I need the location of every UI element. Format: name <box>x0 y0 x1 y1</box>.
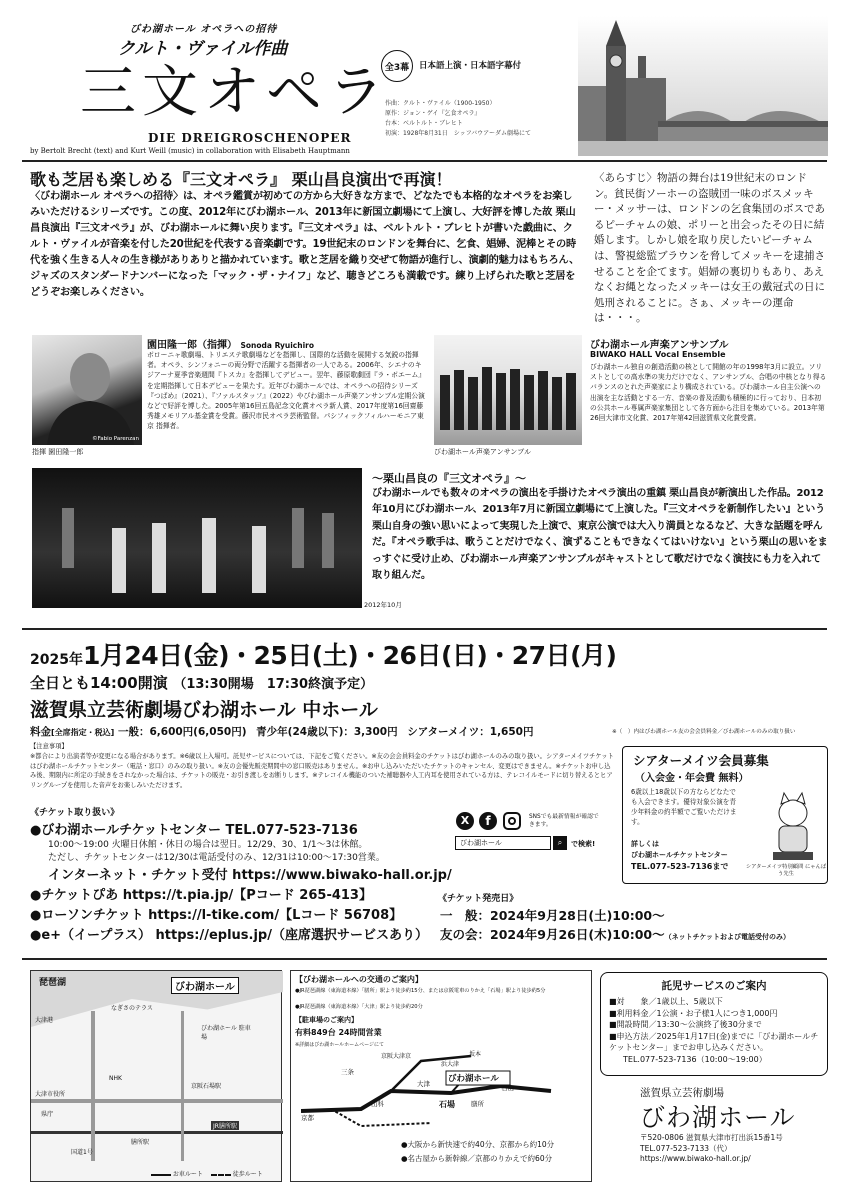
synopsis-label: 〈あらすじ〉 <box>594 172 657 184</box>
credit-line: 原作：ジョン・ゲイ『乞食オペラ』 <box>385 110 481 117</box>
director-heading: ～栗山昌良の『三文オペラ』～ <box>372 472 526 485</box>
search-input-value: びわ湖ホール <box>460 839 502 847</box>
london-skyline-illustration <box>578 16 828 156</box>
map-legend-car: お車ルート <box>172 1171 203 1178</box>
ticket-hours2: ただし、チケットセンターは12/30は電話受付のみ、12/31は10:00～17:30営業。 <box>48 853 385 863</box>
mates-center: びわ湖ホールチケットセンター <box>631 851 728 859</box>
map-legend-walk: 徒歩ルート <box>232 1171 263 1178</box>
conductor-name <box>147 336 314 351</box>
rail-label: 浜大津 <box>441 1061 460 1068</box>
conductor-name-ja: 園田隆一郎（指揮） <box>147 340 237 351</box>
stage-photo <box>32 468 362 608</box>
mascot-caption: シアターメイツ特別顧問 にゃんぱう先生 <box>745 864 827 877</box>
ensemble-photo <box>434 335 582 445</box>
access-info <box>290 970 592 1182</box>
mates-tel: TEL.077-523-7136まで <box>631 862 729 871</box>
price-youth: 青少年(24歳以下)：3,300円 <box>256 726 398 738</box>
stage-photo-caption: 2012年10月 <box>364 601 402 609</box>
notes <box>30 742 615 791</box>
ticket-hours: 10:00～19:00 火曜日休館・休日の場合は翌日。12/29、30、1/1～3は休館。 <box>48 840 368 850</box>
composer: クルト・ヴァイル作曲 <box>118 39 288 59</box>
ensemble-name-en: BIWAKO HALL Vocal Ensemble <box>590 350 726 359</box>
ticket-center: ●びわ湖ホールチケットセンター TEL.077-523-7136 <box>30 823 358 838</box>
footer-url[interactable]: https://www.biwako-hall.or.jp/ <box>640 1154 751 1164</box>
map-label: 京阪石場駅 <box>191 1083 222 1090</box>
map-label: 国道1号 <box>71 1149 93 1156</box>
theater-mates-box <box>622 746 828 884</box>
ticket-lawson[interactable]: ●ローソンチケット https://l-tike.com/【Lコード 56708】 <box>30 908 403 923</box>
rail-label: 京阪大津京 <box>381 1053 412 1060</box>
schedule-dates <box>30 636 616 672</box>
price-label-sub: [全席指定・税込] <box>51 728 115 737</box>
rail-label: 石場 <box>439 1100 455 1109</box>
sns-note: SNSでも最新情報が確認できます。 <box>529 814 599 828</box>
map-label: JR膳所駅 <box>213 1123 237 1130</box>
schedule-year: 2025年 <box>30 652 83 668</box>
notes-label: 【注意事項】 <box>30 743 68 750</box>
map-label: 県庁 <box>41 1111 54 1118</box>
search-input[interactable] <box>455 836 551 850</box>
map-label: 大津港 <box>35 1017 54 1024</box>
parking-info: 有料849台 24時間営業 <box>295 1028 382 1037</box>
childcare-item: ■申込方法／2025年1月17日(金)までに「びわ湖ホールチケットセンター」までお申し込みください。 <box>609 1031 819 1052</box>
parking-note: ※詳細はびわ湖ホールホームページにて <box>295 1042 384 1048</box>
childcare-item: ■開設時間／13:30～公演終了後30分まで <box>609 1020 762 1029</box>
rail-label: 山科 <box>371 1100 384 1108</box>
ensemble-name: びわ湖ホール声楽アンサンブル <box>590 340 729 351</box>
ticket-web[interactable]: インターネット・チケット受付 https://www.biwako-hall.or.jp/ <box>48 868 452 883</box>
mates-title: シアターメイツ会員募集 <box>633 753 769 768</box>
photo-credit: ©Fabio Parenzan <box>92 435 139 442</box>
credit-line: 台本：ベルトルト・ブレヒト <box>385 120 463 127</box>
sns-box <box>453 810 601 854</box>
sale-members-date: 友の会：2024年9月26日(木)10:00～ <box>440 927 665 942</box>
rail-label: 坂本 <box>469 1051 482 1058</box>
x-icon[interactable]: X <box>456 812 474 830</box>
price-label: 料金 <box>30 726 51 738</box>
conductor-photo <box>32 335 142 445</box>
mascot-cat-icon <box>765 789 821 863</box>
acts-badge-label: 全3幕 <box>384 62 410 73</box>
map-label: なぎさのテラス <box>111 1005 153 1012</box>
rail-label: 京都 <box>301 1114 314 1122</box>
conductor-name-en: Sonoda Ryuichiro <box>240 341 315 350</box>
conductor-caption: 指揮 園田隆一郎 <box>32 448 84 456</box>
price-line <box>30 724 533 739</box>
ensemble-caption: びわ湖ホール声楽アンサンブル <box>434 448 531 456</box>
footer-address <box>640 1133 783 1165</box>
schedule-time <box>30 672 373 693</box>
childcare-title: 託児サービスのご案内 <box>661 980 767 992</box>
page-title: 三文オペラ <box>80 60 390 125</box>
map-label: びわ湖ホール 駐車場 <box>201 1025 251 1041</box>
sale-label: 《チケット発売日》 <box>438 894 519 904</box>
price-note: ※（ ）内はびわ湖ホール友の会会員料金／びわ湖ホールのみの取り扱い <box>612 729 796 735</box>
ensemble-silhouettes <box>434 335 582 445</box>
ticket-pia[interactable]: ●チケットぴあ https://t.pia.jp/【Pコード 265-413】 <box>30 888 372 903</box>
access-jr1: ●JR琵琶湖線（東海道本線）「膳所」駅より徒歩約15分、または京阪電車のりかえ「石場」駅より徒歩約5分 <box>295 988 546 994</box>
rail-label: 大津 <box>417 1080 430 1088</box>
price-mates: シアターメイツ：1,650円 <box>407 726 534 738</box>
mates-detail-label: 詳しくは <box>631 840 659 848</box>
footer-address-line: 〒520-0806 滋賀県大津市打出浜15番1号 <box>640 1133 783 1142</box>
conductor-bio: ボローニャ歌劇場、トリエステ歌劇場などを指揮し、国際的な活動を展開する気鋭の指揮者。オペラ、シンフォニーの両分野で活躍する指揮者の一人である。2006年、シエナのキジアーナ夏季音楽週間『トスカ』を指揮してデビュー。翌年、藤原歌劇団『ラ・ボエーム』を定期指揮して日本デビューを果たす。近年びわ湖ホールでは、オペラへの招待シリーズ『つばめ』（2021）、『ファルスタッフ』（2022）やびわ湖ホール声楽アンサンブル定期公演などで好評を博した。2005年第16回五島記念文化賞オペラ新人賞、2017年度第16回齋藤秀雄メモリアル基金賞を受賞。藤沢市民オペラ芸術監督。パシフィックフィルハーモニア東京 指揮者。 <box>147 351 425 431</box>
venue: 滋賀県立芸術劇場びわ湖ホール 中ホール <box>30 699 378 721</box>
search-icon[interactable]: ⌕ <box>553 836 567 850</box>
schedule-time-sub: （13:30開場 17:30終演予定） <box>173 677 374 692</box>
footer-org: 滋賀県立芸術劇場 <box>640 1087 724 1099</box>
tickets-label: 《チケット取り扱い》 <box>30 808 120 818</box>
credit-line: 作曲：クルト・ヴァイル（1900-1950） <box>385 100 496 107</box>
intro-body: 〈びわ湖ホール オペラへの招待〉は、オペラ鑑賞が初めての方から大好きな方まで、どなたでも本格的なオペラをお楽しみいただけるシリーズです。この度、2012年にびわ湖ホール、2013年に新国立劇場にて上演し、大好評を博した故 栗山昌良演出『三文オペラ』が、びわ湖ホールに舞い戻ります。『三文オペラ』は、ベルトルト・ブレヒトが書いた戯曲に、クルト・ヴァイルが音楽を付した20世紀を代表する音楽劇です。19世紀末のロンドンを舞台に、乞食、娼婦、泥棒とその時代を強く生きる人々の生き様がありありと描かれています。歌と芝居を織り交ぜて物語が進行し、演劇的魅力はもちろん、ジャズのスタンダードナンバーになった「マック・ザ・ナイフ」など、聴きどころも満載です。練り上げられた歌と芝居をどうぞお楽しみください。 <box>30 191 580 298</box>
notes-body: ※都合により出演者等が変更になる場合があります。※6歳以上入場可。託児サービスについては、下記をご覧ください。※友の会会員料金のチケットはびわ湖ホールのみの取り扱い。シアターメイツチケットはびわ湖ホールチケットセンター（電話・窓口）のみの取り扱い。※友の会優先販売期間中の窓口販売はありません。※お申し込みいただいたチケットのキャンセル、変更はできません。※チケットお申し込み後、期限内に所定の手続きをされなかった場合は、チケットの販売・お引き渡しをお断りします。※テレコイル機能のついた補聴器や人工内耳を使用されている方は、テレコイルモードに切り替えるとヒアリングループを使用した音声をお楽しみいただけます。 <box>30 752 614 790</box>
map-label: NHK <box>109 1075 122 1082</box>
price-general: 一般：6,600円(6,050円) <box>117 726 247 738</box>
rail-label: 石山 <box>501 1084 514 1092</box>
conductor-silhouette <box>32 335 142 445</box>
ticket-eplus[interactable]: ●e+（イープラス） https://eplus.jp/（座席選択サービスあり） <box>30 928 428 943</box>
mates-body: 6歳以上18歳以下の方ならどなたでも入会できます。優待対象公演を青少年料金の約半額でご覧いただけます。 <box>631 788 737 826</box>
schedule-time-main: 全日とも14:00開演 <box>30 674 168 692</box>
title-de: DIE DREIGROSCHENOPER <box>148 131 352 145</box>
rail-label-hall: びわ湖ホール <box>448 1074 499 1084</box>
sale-general: 一 般：2024年9月28日(土)10:00～ <box>440 908 665 923</box>
footer-logo: びわ湖ホール <box>640 1103 796 1132</box>
map-lake-label: 琵琶湖 <box>39 978 67 988</box>
synopsis <box>594 171 827 327</box>
facebook-icon[interactable]: f <box>479 812 497 830</box>
ensemble-bio: びわ湖ホール独自の創造活動の核として開館の年の1998年3月に設立。ソリストとしての高水準の実力だけでなく、アンサンブル、合唱の中核となり得るバランスのとれた声楽家により構成されている。びわ湖ホール自主公演への出演を主な活動とする一方、音楽の普及活動も積極的に行っており、日本初の公共ホール専属声楽家集団として各方面から注目を集めている。2013年第26回大津市文化賞、2017年第42回滋賀県文化賞受賞。 <box>590 363 827 423</box>
sale-members-note: （ネットチケットおよび電話受付のみ） <box>664 933 790 941</box>
synopsis-body: 物語の舞台は19世紀末のロンドン。貧民街ソーホーの盗賊団一味のボスメッキー・メッサーは、ロンドンの乞食集団のボスであるピーチャムの娘、ポリーと出会ったその日に結婚します。しかし娘を取り戻したいピーチャムは、警視総監ブラウンを脅してメッキーを逮捕させることを企てます。娼婦の裏切りもあり、あえなくお縄となったメッキーは女王の戴冠式の日に処刑されることに。さぁ、メッキーの運命は・・・。 <box>594 172 825 325</box>
map-label: 膳所駅 <box>131 1139 150 1146</box>
intro-headline: 歌も芝居も楽しめる『三文オペラ』 栗山昌良演出で再演！ <box>30 170 452 189</box>
sale-members <box>440 924 790 943</box>
route-osaka: ●大阪から新快速で約40分、京都から約10分 <box>401 1140 555 1149</box>
rail-label: 膳所 <box>471 1100 484 1108</box>
area-map <box>30 970 282 1182</box>
search-button-label: で検索! <box>571 840 596 848</box>
byline: by Bertolt Brecht (text) and Kurt Weill (music) in collaboration with Elisabeth Hauptmann <box>30 147 350 155</box>
parking-label: 【駐車場のご案内】 <box>295 1016 358 1024</box>
credits <box>385 99 531 139</box>
access-title: 【びわ湖ホールへの交通のご案内】 <box>295 975 423 984</box>
mates-sub: （入会金・年会費 無料） <box>635 773 749 784</box>
schedule-days: 1月24日(金)・25日(土)・26日(日)・27日(月) <box>82 641 617 670</box>
childcare-item: ■対 象／1歳以上、5歳以下 <box>609 997 723 1006</box>
presenter: びわ湖ホール オペラへの招待 <box>130 24 278 35</box>
childcare-tel: TEL.077-523-7136（10:00～19:00） <box>623 1054 767 1064</box>
acts-badge <box>381 50 413 82</box>
credit-line: 初演：1928年8月31日 シッフバウアーダム劇場にて <box>385 130 531 137</box>
director-body: びわ湖ホールでも数々のオペラの演出を手掛けたオペラ演出の重鎮 栗山昌良が新演出した作品。2012年10月にびわ湖ホール、2013年7月に新国立劇場にて上演した。『三文オペラを新制作したい』という栗山自身の強い思いによって実現した上演で、東京公演では大入り満員となるなど、大きな話題を呼んだ。『オペラ歌手は、歌うことだけでなく、演ずることもできなくてはいけない』という栗山の思いをまっすぐに受け止め、びわ湖ホール声楽アンサンブルがキャストとして歌だけでなく演技にも力を入れて取り組んだ。 <box>372 488 828 582</box>
map-label: 大津市役所 <box>35 1091 66 1098</box>
map-hall-label: びわ湖ホール <box>171 977 239 994</box>
language-note: 日本語上演・日本語字幕付 <box>419 61 522 71</box>
childcare-box <box>600 972 828 1076</box>
route-nagoya: ●名古屋から新幹線／京都のりかえで約60分 <box>401 1154 553 1163</box>
stage-performers <box>32 468 362 608</box>
childcare-item: ■利用料金／1公演・お子様1人につき1,000円 <box>609 1008 778 1018</box>
footer-tel: TEL.077-523-7133（代） <box>640 1143 732 1153</box>
instagram-icon[interactable] <box>503 812 521 830</box>
rail-label: 三条 <box>341 1068 354 1076</box>
access-jr2: ●JR琵琶湖線（東海道本線）「大津」駅より徒歩約20分 <box>295 1004 423 1010</box>
